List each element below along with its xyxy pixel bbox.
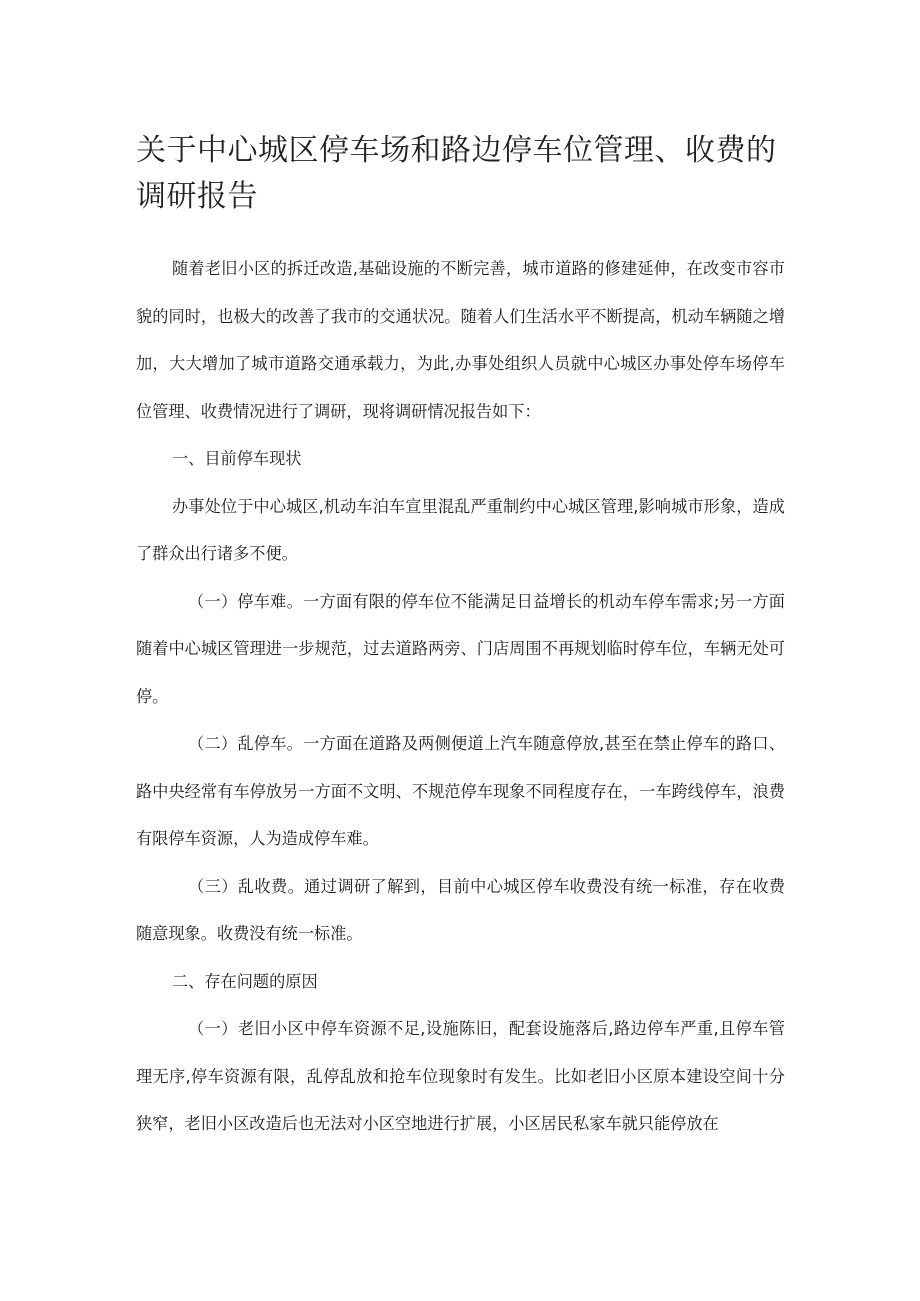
document-body — [136, 245, 785, 1148]
old-community-paragraph: （一）老旧小区中停车资源不足,设施陈旧，配套设施落后,路边停车严重,且停车管理无序,停车资源有限，乱停乱放和抢车位现象时有发生。比如老旧小区原本建设空间十分狭窄，老旧小区改造后也无法对小区空地进行扩展，小区居民私家车就只能停放在 — [136, 1019, 785, 1133]
document-title: 关于中心城区停车场和路边停车位管理、收费的调研报告 — [136, 133, 777, 214]
current-status-paragraph: 办事处位于中心城区,机动车泊车宣里混乱严重制约中心城区管理,影响城市形象，造成了群众出行诸多不便。 — [136, 496, 785, 563]
illegal-parking-paragraph: （二）乱停车。一方面在道路及两侧便道上汽车随意停放,甚至在禁止停车的路口、路中央经常有车停放另一方面不文明、不规范停车现象不同程度存在，一车跨线停车，浪费有限停车资源，人为造成停车难。 — [136, 734, 785, 848]
arbitrary-charging-paragraph: （三）乱收费。通过调研了解到，目前中心城区停车收费没有统一标准，存在收费随意现象。收费没有统一标准。 — [136, 876, 785, 943]
parking-difficulty-paragraph: （一）停车难。一方面有限的停车位不能满足日益增长的机动车停车需求;另一方面随着中心城区管理进一步规范，过去道路两旁、门店周围不再规划临时停车位，车辆无处可停。 — [136, 591, 785, 706]
section-heading-causes: 二、存在问题的原因 — [172, 971, 318, 991]
intro-paragraph: 随着老旧小区的拆迁改造,基础设施的不断完善，城市道路的修建延伸，在改变市容市貌的同时，也极大的改善了我市的交通状况。随着人们生活水平不断提高，机动车辆随之增加，大大增加了城市道路交通承载力，为此,办事处组织人员就中心城区办事处停车场停车位管理、收费情况进行了调研，现将调研情况报告如下： — [136, 259, 785, 421]
section-heading-current-status: 一、目前停车现状 — [172, 449, 302, 468]
